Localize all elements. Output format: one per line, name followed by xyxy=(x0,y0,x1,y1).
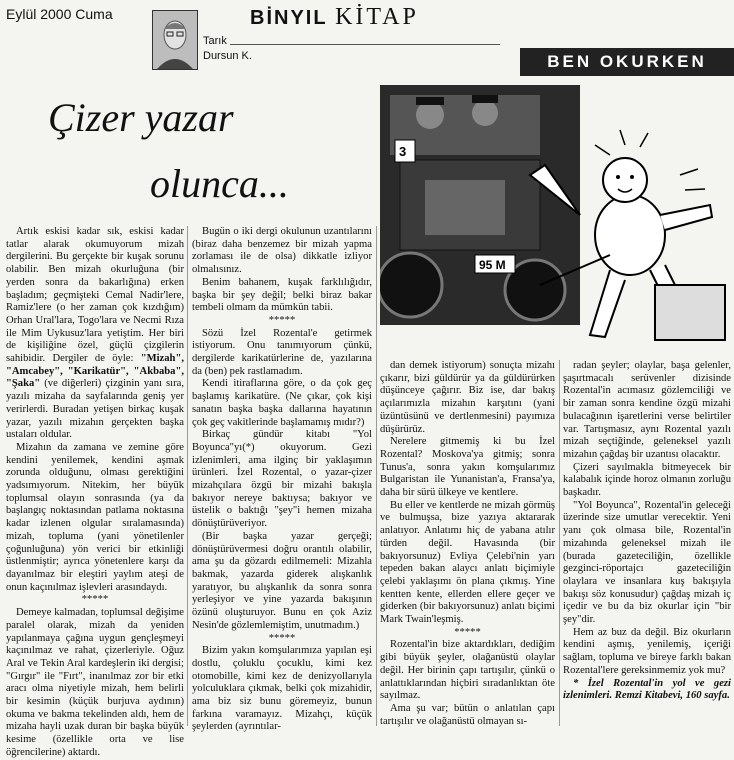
article-column-1 xyxy=(6,226,184,760)
paragraph: Nerelere gitmemiş ki bu İzel Rozental? Moskova'ya gitmiş; sonra Tunus'a, sonra yakın komşularımız Bulgaristan ile Yunanistan'a, Fransa'ya, daha bir sürü ülkeye ve kentlere. xyxy=(380,436,555,499)
column-divider xyxy=(559,360,560,726)
issue-date: Eylül 2000 Cuma xyxy=(6,6,113,22)
article-column-4 xyxy=(563,360,731,703)
article-column-2 xyxy=(192,226,372,734)
masthead-rule xyxy=(230,44,500,45)
paragraph: Bu eller ve kentlerde ne mizah görmüş ve bulmuşsa, bize yazıya aktararak anlatıyor. Anlatımı hiç de yabana atılır türden değil. Havasında (bir bakıyorsunuz) Evliya Çelebi'nin yarı tepeden bakan alaycı anlatı biçimiyle çelebi yaklaşımı ön plana çıkmış. Yine kentten kente, ellerden ellere geçer ve giderken (bir bakıyorsunuz) anlatı biçimi Mark Twain'leşmiş. xyxy=(380,499,555,626)
author-portrait-image xyxy=(153,11,197,69)
masthead-binyil: BİNYIL xyxy=(250,7,328,29)
masthead-kitap: KİTAP xyxy=(335,4,419,30)
paragraph: Benim bahanem, kuşak farklılığıdır, başka bir şey değil; belki biraz bakar tembeli olmam da mümkün tabii. xyxy=(192,276,372,314)
section-separator: ***** xyxy=(268,632,296,644)
magazine-names: "Mizah", "Amcabey", "Karikatür", "Akbaba", "Şaka" xyxy=(6,353,184,390)
paragraph-text: Artık eskisi kadar sık, eskisi kadar tatlar alarak okumuyorum mizah dergilerini. Bu gerçekte bir kuşak sorunu olabilir. Ben mizah okurluğuna (bir yerden sonra da bakarlığına) erken başladım; geçmişteki Cemal Nadir'lere, Ramiz'lere (o her zaman çok kızdığım) Orhan Ural'lara, Togo'lara ve Necmi Rıza ile Mim Uykusuz'lara yetiştim. Her biri de kişiliğine özel, güçlü çizgilerin sahibidir. Dergiler de öyle: xyxy=(6,226,184,365)
paragraph: Hem az buz da değil. Biz okurların kendini aşmış, yenilemiş, içeriği sağlam, topluma ve bireye farklı bakan Rozental'lere gereksinmemiz yok mu? xyxy=(563,626,731,676)
paragraph-text: (ve diğerleri) çizginin yanı sıra, yazılı mizaha da sayfalarında geniş yer verirlerdi. Buradan yetişen birkaç kuşak yazar, yazılı mizahın gerçekten başka ustaları oldular. xyxy=(6,378,184,441)
author-name xyxy=(203,34,252,64)
author-first-name: Tarık xyxy=(203,35,227,47)
section-separator: ***** xyxy=(454,626,481,638)
svg-text:3: 3 xyxy=(399,144,407,159)
section-banner: BEN OKURKEN xyxy=(520,48,734,76)
car-illustration xyxy=(380,85,734,350)
paragraph: radan şeyler; olaylar, başa gelenler, şaşırtmacalı serüvenler dizisinde Rozental'in acımasız gözlemciliği ve bir zaman sonra kendine özgü mizahi bulacağının işaretlerini verse belirtiler var. Tartışmasız, aynı Rozental yazılı mizah seçtiğinde, geleneksel yazılı mizahın çağdaş bir uzantısı olacaktır. xyxy=(563,360,731,460)
paragraph: dan demek istiyorum) sonuçta mizahı çıkarır, bizi güldürür ya da güldürürken düşünceye çağırır. Biz ise, dar bakış açılarımızla mizahın karşıtını (yani üzüntüsünü ve dertlenmesini) payımıza düşürürüz. xyxy=(380,360,555,435)
paragraph: Sözü İzel Rozental'e getirmek istiyorum. Onu tanımıyorum çünkü, dergilerde karikatürlerine de, yazılarına da (ben) pek rastlamadım. xyxy=(192,327,372,377)
article-column-3 xyxy=(380,360,555,728)
paragraph: Ama şu var; bütün o anlatılan çapı tartışılır ve olağanüstü olmayan sı- xyxy=(380,702,555,727)
column-divider xyxy=(376,226,377,726)
section-separator: ***** xyxy=(81,594,109,606)
paragraph: Bugün o iki dergi okulunun uzantılarını (biraz daha benzemez bir mizah yapma zorlaması ile de olsa) dikkatle izliyor olmalısınız. xyxy=(192,226,372,276)
paragraph: Kendi itiraflarına göre, o da çok geç başlamış karikatüre. (Ne çıkar, çok kişi sanatın başka başka dallarına hayatının çok geç vakitlerinde başlamamış mıdır?) xyxy=(192,378,372,428)
masthead xyxy=(250,4,419,31)
paragraph: Çizeri sayılmakla bitmeyecek bir kalabalık içinde horoz olmanın zorluğu başkadır. xyxy=(563,461,731,499)
headline-line-2: olunca... xyxy=(150,161,289,206)
paragraph: "Yol Boyunca", Rozental'in geleceği üzerinde size umutlar verecektir. Yeni yanı çok olmasa bile, Rozental'in mizahında geleneksel mizah ile (burada gazeteciliğin, özellikle gezginci-röportajcı gazeteciliğin olaylara ve insanlara kuş bakışıyla bakışı söz konusudur) çağdaş mizah iç içedir ve bu da biz okurlar için "bir şey"dir. xyxy=(563,499,731,626)
paragraph: Bizim yakın komşularımıza yapılan eşi dostlu, çoluklu çocuklu, kimi kez otomobille, kimi kez de denizyollarıyla yolculuklara çıkmak, belki çok mizahidir, ama biz siz bunu göremeyiz, bunun farkına varamayız. Mizahçı, küçük şeylerden (ayrıntılar- xyxy=(192,645,372,733)
paragraph: Mizahın da zamana ve zemine göre kendini yenilemek, kendini aşmak zorunda olduğunu, olması gerektiğini yadsımıyorum. Nitekim, her büyük toplumsal olayın sonrasında (ya da başlangıç noktasından patlama noktasına kadar izlenen olgular sıralamasında) mizah, topluma (yani yönetilenler çoğunluğuna) yön verici bir etkinliği üstlenmiştir; ayrıca yönetenlere karşı da dayanılmaz bir eleştiri yaylım ateşi de onun kaçınılmaz işlevleri arasındaydı. xyxy=(6,441,184,593)
paragraph xyxy=(6,226,184,442)
section-separator: ***** xyxy=(268,314,296,326)
paragraph: Demeye kalmadan, toplumsal değişime paralel olarak, mizah da yeniden yapılanmaya çağına uygun gençleşmeyi kaçınılmaz ve rahat, çizerleriyle. Oğuz Aral ve Tekin Aral kardeşlerin iki dergisi; "Gırgır" ile "Fırt", inanılmaz zor bir etki aracı olma niyetiyle mizah, hem belirli bir kesimin (küçük burjuva aydının) okuma ve bakma tekelinden aldı, hem de mizaha hayli uzak duran bir başka büyük kesime (özellikle orta ve lise öğrencilerine) aktardı. xyxy=(6,607,184,758)
svg-text:95 M: 95 M xyxy=(479,258,506,272)
book-footnote: * İzel Rozental'in yol ve gezi izlenimleri. Remzi Kitabevi, 160 sayfa. xyxy=(563,677,731,702)
column-divider xyxy=(187,226,188,726)
paragraph: Birkaç gündür kitabı "Yol Boyunca"yı(*) okuyorum. Gezi izlenimleri, ama ilginç bir yaklaşımın ürünleri. İzel Rozental, o yazar-çizer mizahçılara özgü bir mizahi bakışla bakıyor nereye baktıysa; bakıyor ve üstelik o baktığı "şey"i hemen mizaha dönüştürüveriyor. xyxy=(192,429,372,530)
paragraph: Rozental'in bize aktardıkları, dediğim gibi büyük şeyler, olağanüstü olaylar değil. Her birinin çapı tartışılır, çünkü o anlattıklarından hiçbiri sıradanlıktan öte sayılmaz. xyxy=(380,639,555,702)
paragraph: (Bir başka yazar gerçeği; dönüştürüvermesi doğru orantılı olabilir, ama şu da gözardı edilmemeli: Mizahla bakmak, yazarda giderek alışkanlık yaratıyor, bu alışkanlık da sonra sonra yerleşiyor ve yine yazarda bakışının özünü oluşturuyor. Bunu en çok Aziz Nesin'de gözlemlemiştim, unutmadım.) xyxy=(192,530,372,631)
vintage-car-cartoon-image xyxy=(380,85,734,350)
author-photo xyxy=(152,10,198,70)
author-last-name: Dursun K. xyxy=(203,50,252,62)
headline-line-1: Çizer yazar xyxy=(48,95,234,140)
